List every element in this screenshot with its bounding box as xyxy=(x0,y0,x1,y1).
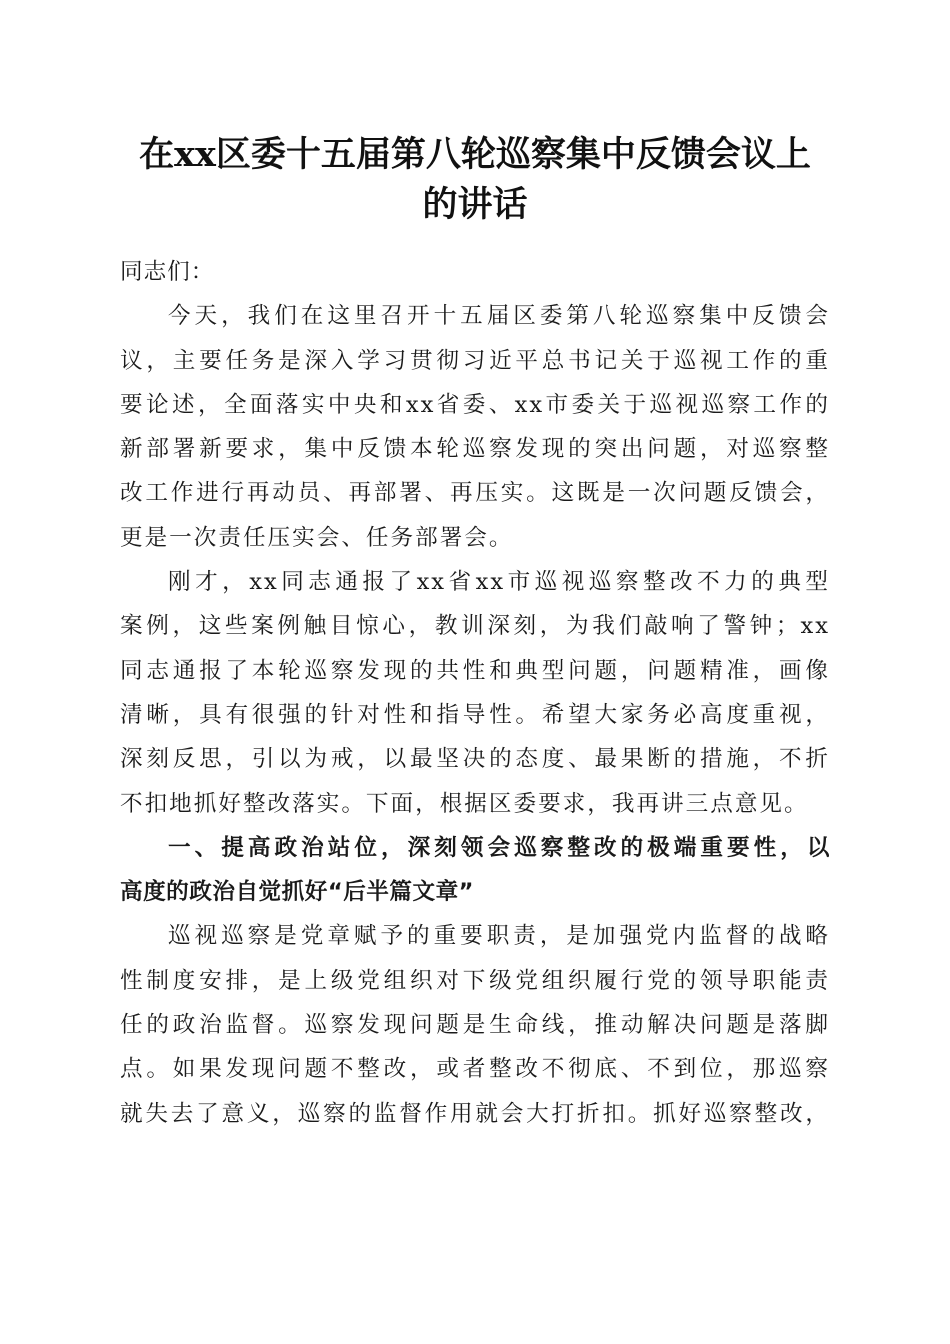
text-line: 改工作进行再动员、再部署、再压实。这既是一次问题反馈会， xyxy=(120,480,830,507)
text-line: 更是一次责任压实会、任务部署会。 xyxy=(120,524,514,551)
text-line: 任的政治监督。巡察发现问题是生命线，推动解决问题是落脚 xyxy=(120,1012,830,1039)
text-line: 性制度安排，是上级党组织对下级党组织履行党的领导职能责 xyxy=(120,967,830,994)
heading-line: 高度的政治自觉抓好“后半篇文章” xyxy=(120,879,475,906)
text-line: 深刻反思，引以为戒，以最坚决的态度、最果断的措施，不折 xyxy=(120,746,830,773)
paragraph-opening xyxy=(120,294,830,560)
paragraph-inspection xyxy=(120,914,830,1135)
text-line: 清晰，具有很强的针对性和指导性。希望大家务必高度重视， xyxy=(120,701,830,728)
text-line: 不扣地抓好整改落实。下面，根据区委要求，我再讲三点意见。 xyxy=(120,790,809,817)
paragraph-cases xyxy=(120,560,830,826)
title-line: 在xx区委十五届第八轮巡察集中反馈会议上 xyxy=(139,134,811,175)
section-heading-1 xyxy=(120,826,830,915)
text-line: 案例，这些案例触目惊心，教训深刻，为我们敲响了警钟；xx xyxy=(120,613,830,640)
text-line: 就失去了意义，巡察的监督作用就会大打折扣。抓好巡察整改， xyxy=(120,1100,830,1127)
text-line: 点。如果发现问题不整改，或者整改不彻底、不到位，那巡察 xyxy=(120,1056,830,1083)
document-body xyxy=(120,250,830,1136)
salutation: 同志们： xyxy=(120,259,215,285)
heading-line: 一、提高政治站位，深刻领会巡察整改的极端重要性，以 xyxy=(168,834,830,861)
text-line: 刚才，xx同志通报了xx省xx市巡视巡察整改不力的典型 xyxy=(168,569,830,596)
text-line: 要论述，全面落实中央和xx省委、xx市委关于巡视巡察工作的 xyxy=(120,391,830,418)
text-line: 同志通报了本轮巡察发现的共性和典型问题，问题精准，画像 xyxy=(120,657,830,684)
text-line: 议，主要任务是深入学习贯彻习近平总书记关于巡视工作的重 xyxy=(120,347,830,374)
text-line: 今天，我们在这里召开十五届区委第八轮巡察集中反馈会 xyxy=(168,303,830,330)
title-line: 的讲话 xyxy=(422,184,528,225)
document-title xyxy=(110,130,840,230)
text-line: 新部署新要求，集中反馈本轮巡察发现的突出问题，对巡察整 xyxy=(120,436,830,463)
text-line: 巡视巡察是党章赋予的重要职责，是加强党内监督的战略 xyxy=(168,923,830,950)
